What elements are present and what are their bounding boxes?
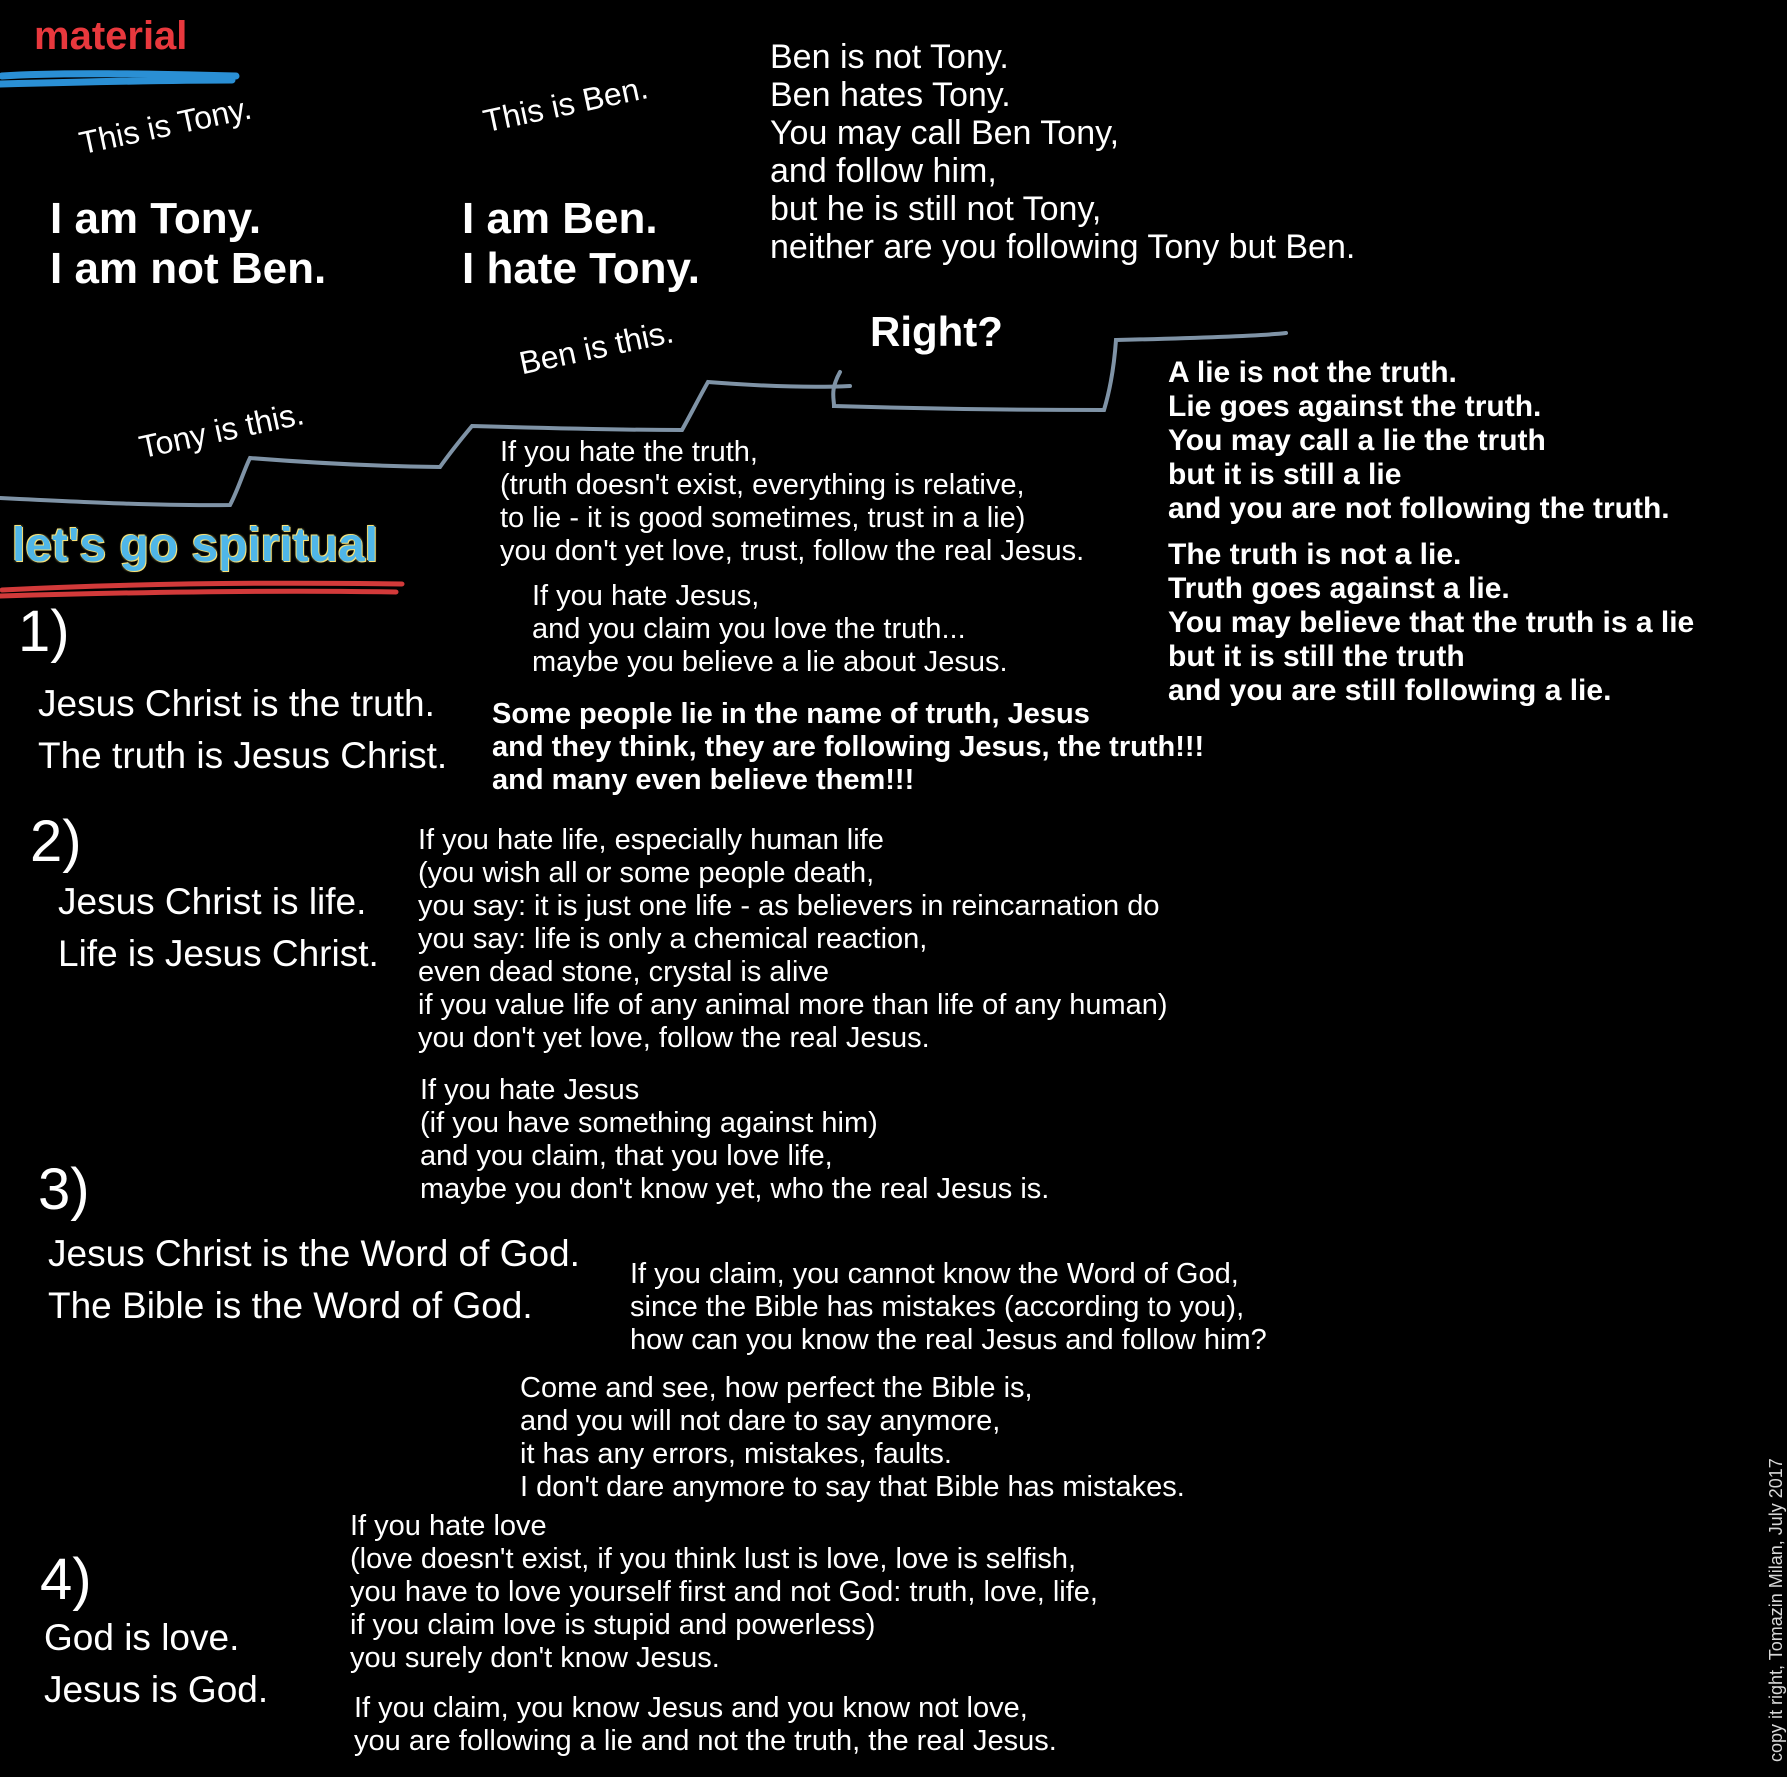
section-1-number: 1)	[18, 599, 70, 664]
hate-love-line: If you hate love	[350, 1510, 547, 1542]
hate-love-line: you have to love yourself first and not God: truth, love, life,	[350, 1576, 1098, 1608]
come-and-see-line: I don't dare anymore to say that Bible has mistakes.	[520, 1471, 1185, 1503]
truth-block	[1168, 538, 1694, 708]
hate-jesus-life-block	[420, 1074, 1049, 1206]
claim-love-block	[354, 1692, 1057, 1758]
hate-truth-line: you don't yet love, trust, follow the real Jesus.	[500, 535, 1085, 567]
section-1-statement: Jesus Christ is the truth.	[38, 683, 435, 724]
hate-life-line: even dead stone, crystal is alive	[418, 956, 830, 988]
section-2-statement: Life is Jesus Christ.	[58, 933, 379, 974]
copyright-note: copy it right, Tomazin Milan, July 2017	[1766, 1458, 1786, 1762]
lie-line: A lie is not the truth.	[1168, 356, 1457, 389]
lie-line: and you are not following the truth.	[1168, 492, 1670, 525]
word-claim-line: how can you know the real Jesus and follow him?	[630, 1324, 1267, 1356]
hate-love-line: if you claim love is stupid and powerless)	[350, 1609, 876, 1641]
spiritual-underline	[0, 583, 402, 596]
hate-life-block	[418, 824, 1168, 1055]
truth-line: but it is still the truth	[1168, 640, 1465, 673]
section-3-statement: The Bible is the Word of God.	[48, 1285, 533, 1326]
come-and-see-line: it has any errors, mistakes, faults.	[520, 1438, 952, 1470]
this-is-tony-label: This is Tony.	[76, 89, 255, 162]
word-of-god-claim-block	[630, 1258, 1267, 1357]
hate-jesus-truth-line: maybe you believe a lie about Jesus.	[532, 646, 1008, 678]
word-claim-line: since the Bible has mistakes (according to you),	[630, 1291, 1245, 1323]
truth-line: and you are still following a lie.	[1168, 674, 1612, 707]
section-4-statement: God is love.	[44, 1617, 240, 1658]
ben-statements	[462, 194, 700, 294]
hate-truth-block	[500, 436, 1084, 568]
hate-jesus-life-line: (if you have something against him)	[420, 1107, 878, 1139]
hate-jesus-life-line: maybe you don't know yet, who the real Jesus is.	[420, 1173, 1050, 1205]
ben-not-tony-line: You may call Ben Tony,	[770, 114, 1120, 152]
hate-life-line: you don't yet love, follow the real Jesus.	[418, 1022, 930, 1054]
hate-love-line: you surely don't know Jesus.	[350, 1642, 720, 1674]
hate-jesus-life-line: and you claim, that you love life,	[420, 1140, 833, 1172]
ben-statement-line: I hate Tony.	[462, 244, 700, 293]
ben-not-tony-line: Ben hates Tony.	[770, 76, 1011, 114]
hate-jesus-truth-block	[532, 580, 1008, 679]
lie-block	[1168, 356, 1670, 526]
tony-statement-line: I am Tony.	[50, 194, 262, 243]
tony-is-this-label: Tony is this.	[136, 395, 308, 466]
ben-is-this-label: Ben is this.	[516, 313, 677, 382]
hate-love-block	[350, 1510, 1098, 1675]
section-2-statement: Jesus Christ is life.	[58, 881, 367, 922]
section-4-statement: Jesus is God.	[44, 1669, 269, 1710]
word-claim-line: If you claim, you cannot know the Word of God,	[630, 1258, 1239, 1290]
section-2-statements	[58, 876, 379, 980]
hate-life-line: if you value life of any animal more than life of any human)	[418, 989, 1168, 1021]
section-2-number: 2)	[30, 809, 82, 874]
hate-love-line: (love doesn't exist, if you think lust is love, love is selfish,	[350, 1543, 1077, 1575]
hate-life-line: you say: it is just one life - as believers in reincarnation do	[418, 890, 1160, 922]
hate-life-line: If you hate life, especially human life	[418, 824, 884, 856]
tony-statement-line: I am not Ben.	[50, 244, 327, 293]
section-3-number: 3)	[38, 1157, 90, 1222]
section-3-statements	[48, 1228, 580, 1332]
ben-statement-line: I am Ben.	[462, 194, 658, 243]
section-3-statement: Jesus Christ is the Word of God.	[48, 1233, 580, 1274]
ben-not-tony-block	[770, 38, 1355, 266]
spiritual-heading: let's go spiritual	[12, 519, 379, 572]
claim-love-line: you are following a lie and not the truth, the real Jesus.	[354, 1725, 1057, 1757]
truth-line: The truth is not a lie.	[1168, 538, 1462, 571]
material-underline	[0, 74, 236, 84]
some-people-line: Some people lie in the name of truth, Jesus	[492, 698, 1090, 730]
this-is-ben-label: This is Ben.	[480, 69, 652, 140]
section-4-number: 4)	[40, 1547, 92, 1612]
come-and-see-line: and you will not dare to say anymore,	[520, 1405, 1001, 1437]
lie-line: Lie goes against the truth.	[1168, 390, 1542, 423]
right-question: Right?	[870, 308, 1003, 355]
material-heading: material	[34, 14, 188, 58]
section-1-statement: The truth is Jesus Christ.	[38, 735, 448, 776]
come-and-see-line: Come and see, how perfect the Bible is,	[520, 1372, 1033, 1404]
claim-love-line: If you claim, you know Jesus and you know not love,	[354, 1692, 1028, 1724]
hate-jesus-truth-line: If you hate Jesus,	[532, 580, 760, 612]
truth-line: Truth goes against a lie.	[1168, 572, 1510, 605]
come-and-see-block	[520, 1372, 1185, 1504]
truth-line: You may believe that the truth is a lie	[1168, 606, 1695, 639]
some-people-line: and many even believe them!!!	[492, 764, 915, 796]
section-4-statements	[44, 1612, 268, 1716]
tony-statements	[50, 194, 326, 294]
ben-not-tony-line: but he is still not Tony,	[770, 190, 1102, 228]
hate-jesus-life-line: If you hate Jesus	[420, 1074, 640, 1106]
lie-line: You may call a lie the truth	[1168, 424, 1546, 457]
hate-life-line: you say: life is only a chemical reaction,	[418, 923, 928, 955]
ben-not-tony-line: Ben is not Tony.	[770, 38, 1009, 76]
lie-line: but it is still a lie	[1168, 458, 1402, 491]
some-people-line: and they think, they are following Jesus, the truth!!!	[492, 731, 1205, 763]
section-1-statements	[38, 678, 447, 782]
hate-truth-line: to lie - it is good sometimes, trust in a lie)	[500, 502, 1026, 534]
ben-not-tony-line: and follow him,	[770, 152, 997, 190]
hate-truth-line: (truth doesn't exist, everything is relative,	[500, 469, 1025, 501]
some-people-block	[492, 698, 1204, 797]
hate-jesus-truth-line: and you claim you love the truth...	[532, 613, 966, 645]
hate-life-line: (you wish all or some people death,	[418, 857, 875, 889]
hate-truth-line: If you hate the truth,	[500, 436, 758, 468]
ben-not-tony-line: neither are you following Tony but Ben.	[770, 228, 1356, 266]
